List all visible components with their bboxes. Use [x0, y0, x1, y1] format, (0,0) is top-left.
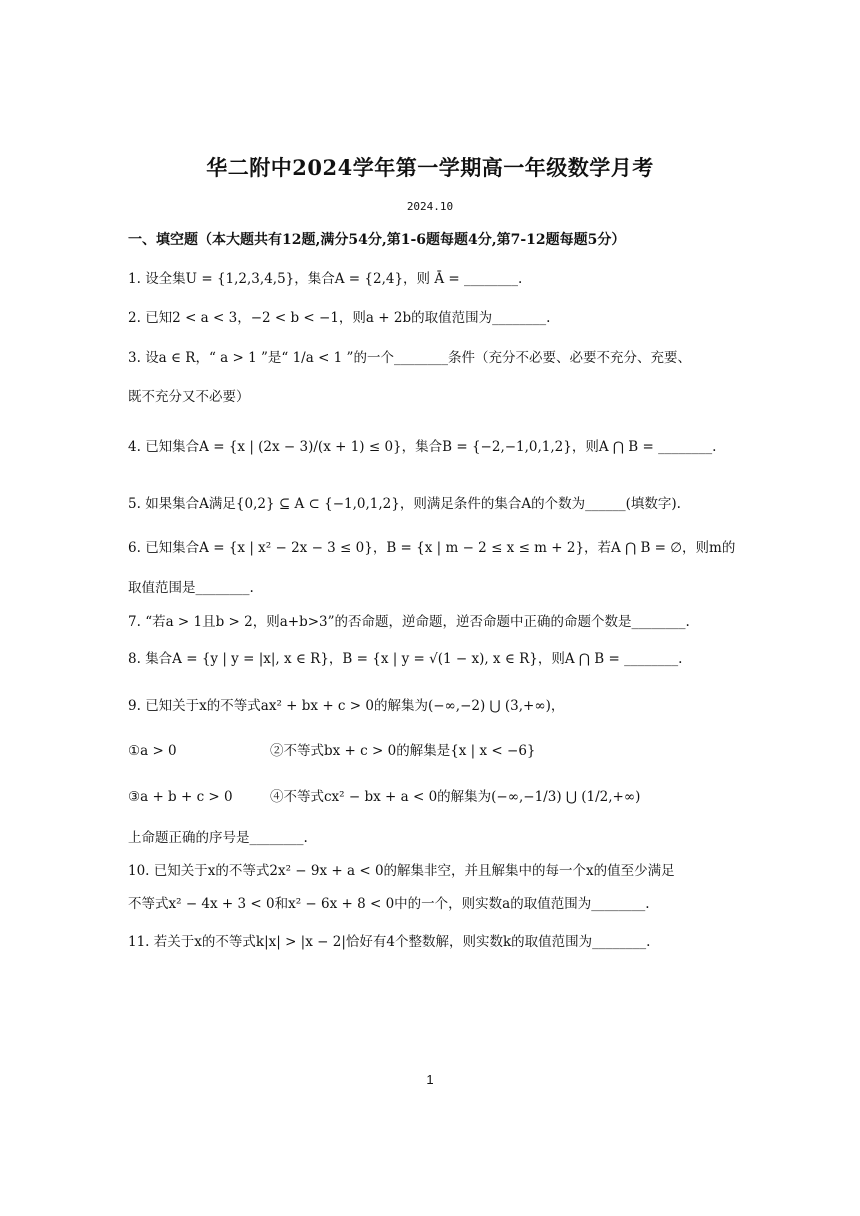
- question-7: [128, 611, 733, 633]
- question-text: 已知集合A = {x | x² − 2x − 3 ≤ 0}，B = {x | m − 2 ≤ x ≤ m + 2}，若A ⋂ B = ∅，则m的: [145, 540, 736, 556]
- question-6-continued: 取值范围是________.: [128, 580, 254, 596]
- question-8: [128, 648, 733, 670]
- question-text: 若关于x的不等式k|x| > |x − 2|恰好有4个整数解，则实数k的取值范围为________.: [153, 934, 651, 950]
- q9-option-4: ④不等式cx² − bx + a < 0的解集为(−∞,−1/3) ⋃ (1/2,+∞): [270, 789, 641, 805]
- question-9: [128, 695, 733, 717]
- question-6: [128, 537, 736, 559]
- question-10-continued: 不等式x² − 4x + 3 < 0和x² − 6x + 8 < 0中的一个，则实数a的取值范围为________.: [128, 896, 650, 912]
- question-number: 4.: [128, 439, 141, 455]
- question-number: 8.: [128, 651, 141, 667]
- question-text: 集合A = {y | y = |x|, x ∈ R}，B = {x | y = √(1 − x), x ∈ R}，则A ⋂ B = ________.: [145, 651, 683, 667]
- exam-title: 华二附中2024学年第一学期高一年级数学月考: [206, 155, 654, 180]
- question-number: 7.: [128, 614, 141, 630]
- section-header: 一、填空题（本大题共有12题,满分54分,第1-6题每题4分,第7-12题每题5分）: [128, 232, 626, 248]
- question-5: [128, 493, 733, 515]
- question-4: [128, 436, 733, 458]
- q9-option-3: ③a + b + c > 0: [128, 789, 233, 805]
- question-number: 3.: [128, 350, 141, 366]
- question-text: “若a > 1且b > 2，则a+b>3”的否命题，逆命题，逆否命题中正确的命题个数是________.: [145, 614, 690, 630]
- question-number: 6.: [128, 540, 141, 556]
- q9-option-1: ①a > 0: [128, 743, 177, 759]
- question-11: [128, 931, 733, 953]
- question-3: [128, 347, 733, 369]
- question-text: 如果集合A满足{0,2} ⊆ A ⊂ {−1,0,1,2}，则满足条件的集合A的个数为______(填数字).: [145, 496, 681, 512]
- question-2: [128, 307, 733, 329]
- question-text: 已知集合A = {x | (2x − 3)/(x + 1) ≤ 0}，集合B = {−2,−1,0,1,2}，则A ⋂ B = ________.: [145, 439, 717, 455]
- question-text: 已知关于x的不等式ax² + bx + c > 0的解集为(−∞,−2) ⋃ (3,+∞)，: [145, 698, 565, 714]
- question-number: 9.: [128, 698, 141, 714]
- question-number: 1.: [128, 271, 141, 287]
- question-text: 已知关于x的不等式2x² − 9x + a < 0的解集非空，并且解集中的每一个x的值至少满足: [153, 863, 675, 879]
- question-1: [128, 268, 733, 290]
- question-10: [128, 860, 733, 882]
- page-number: 1: [426, 1072, 434, 1087]
- question-3-continued: 既不充分又不必要）: [128, 389, 250, 405]
- question-number: 2.: [128, 310, 141, 326]
- question-number: 11.: [128, 934, 150, 950]
- question-text: 设全集U = {1,2,3,4,5}，集合A = {2,4}，则 Ā = ________.: [145, 271, 523, 287]
- exam-date: 2024.10: [406, 200, 454, 213]
- question-text: 设a ∈ R，“ a > 1 ”是“ 1/a < 1 ”的一个________条件（充分不必要、必要不充分、充要、: [145, 350, 691, 366]
- question-number: 5.: [128, 496, 141, 512]
- q9-tail: 上命题正确的序号是________.: [128, 830, 308, 846]
- question-number: 10.: [128, 863, 150, 879]
- q9-option-2: ②不等式bx + c > 0的解集是{x | x < −6}: [270, 743, 536, 759]
- question-text: 已知2 < a < 3，−2 < b < −1，则a + 2b的取值范围为________.: [145, 310, 551, 326]
